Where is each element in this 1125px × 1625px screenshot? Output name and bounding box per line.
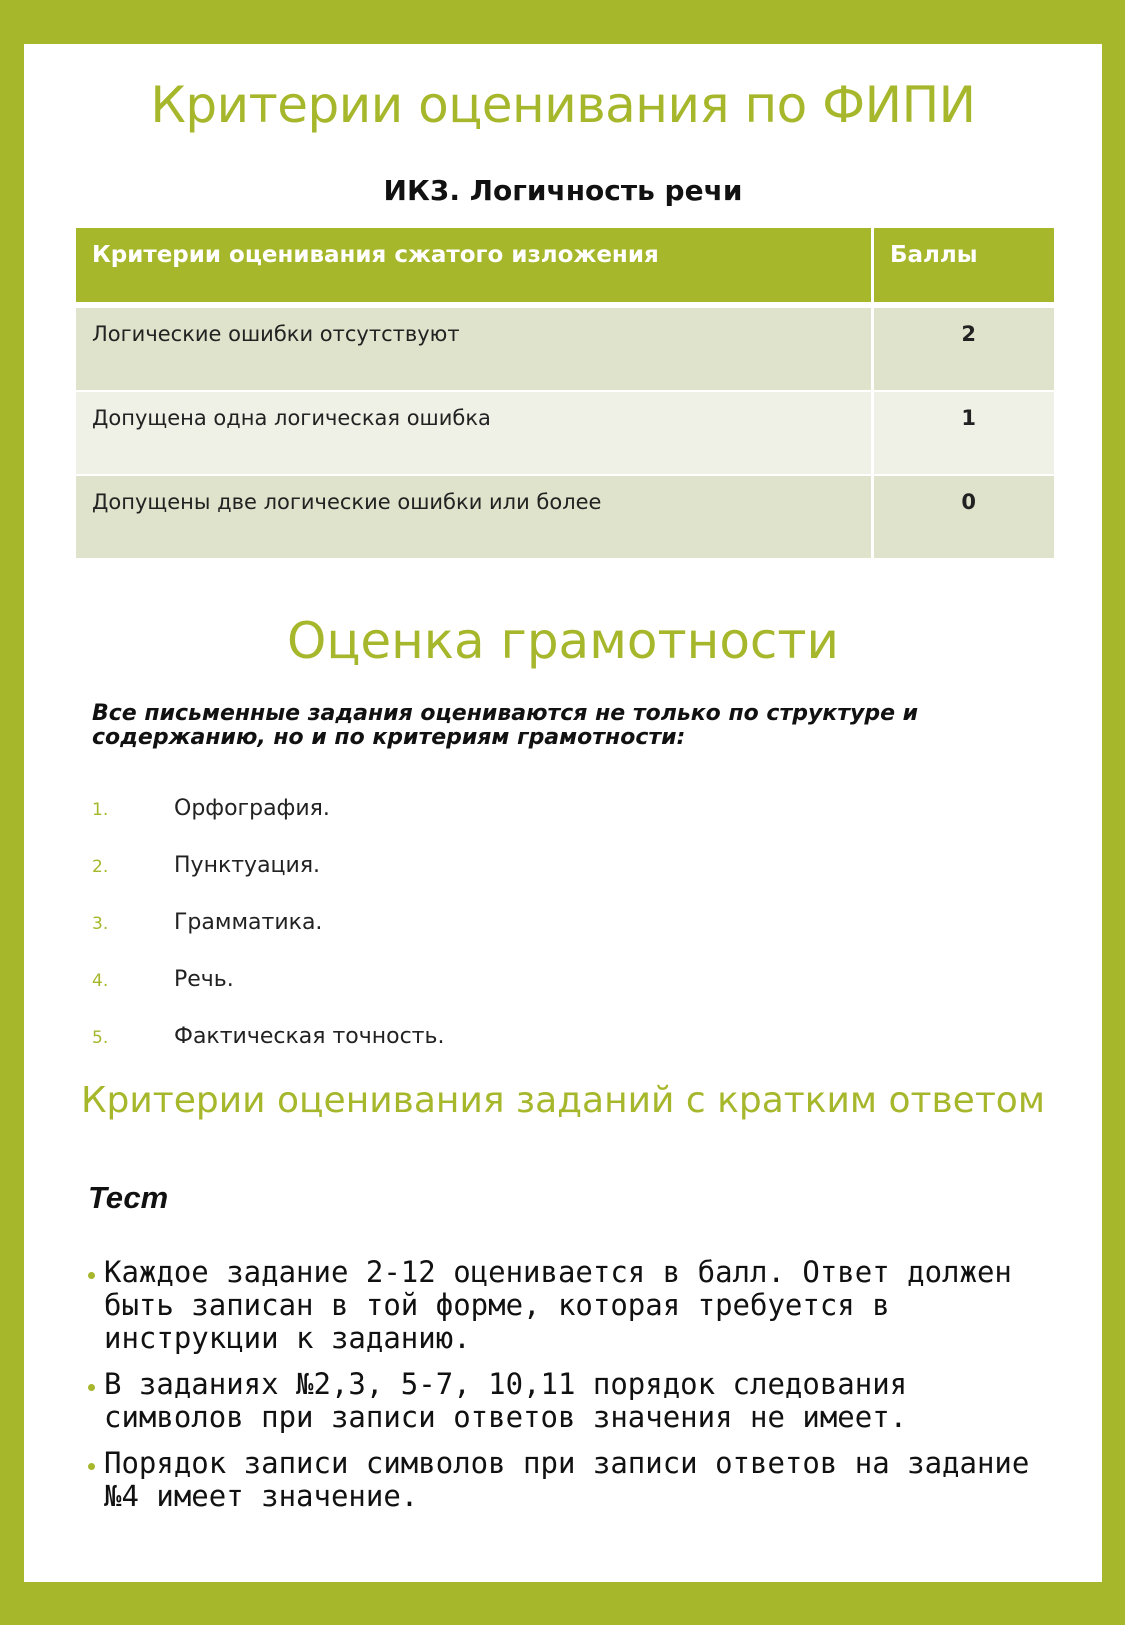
literacy-intro: Все письменные задания оцениваются не только по структуре и содержанию, но и по критериям грамотности: <box>92 701 919 750</box>
bullet-icon <box>88 1384 95 1391</box>
list-item <box>88 1368 1048 1434</box>
section-subtitle: ИК3. Логичность речи <box>383 174 743 207</box>
literacy-heading: Оценка грамотности <box>286 612 840 670</box>
criterion-cell: Допущены две логические ошибки или более <box>76 476 874 560</box>
criterion-cell: Логические ошибки отсутствуют <box>76 308 874 392</box>
short-answer-list <box>88 1256 1048 1526</box>
table-row <box>76 308 1054 392</box>
list-number: 1. <box>92 800 109 820</box>
short-answer-heading: Критерии оценивания заданий с кратким ответом <box>81 1080 1045 1121</box>
bullet-text: Каждое задание 2-12 оценивается в балл. Ответ должен быть записан в той форме, которая требуется в инструкции к заданию. <box>104 1255 1012 1355</box>
header-points: Баллы <box>874 228 1054 308</box>
points-cell: 0 <box>874 476 1054 560</box>
test-label: Тест <box>88 1180 169 1215</box>
points-cell: 2 <box>874 308 1054 392</box>
list-text: Речь. <box>174 967 234 992</box>
criteria-table <box>76 228 1054 560</box>
list-number: 3. <box>92 914 109 934</box>
list-text: Пунктуация. <box>174 853 321 878</box>
bullet-icon <box>88 1272 95 1279</box>
list-item <box>88 1447 1048 1513</box>
bullet-text: В заданиях №2,3, 5-7, 10,11 порядок следования символов при записи ответов значения не имеет. <box>104 1367 908 1434</box>
list-number: 4. <box>92 971 109 991</box>
table-row <box>76 476 1054 560</box>
list-number: 2. <box>92 857 109 877</box>
list-text: Фактическая точность. <box>174 1024 445 1049</box>
bullet-icon <box>88 1463 95 1470</box>
list-text: Грамматика. <box>174 910 323 935</box>
bullet-text: Порядок записи символов при записи ответов на задание №4 имеет значение. <box>104 1446 1030 1513</box>
list-text: Орфография. <box>174 796 330 821</box>
points-cell: 1 <box>874 392 1054 476</box>
table-row <box>76 392 1054 476</box>
table-header-row <box>76 228 1054 308</box>
page-title: Критерии оценивания по ФИПИ <box>150 76 976 134</box>
criterion-cell: Допущена одна логическая ошибка <box>76 392 874 476</box>
list-number: 5. <box>92 1028 109 1048</box>
document-page <box>24 44 1102 1582</box>
header-criteria: Критерии оценивания сжатого изложения <box>76 228 874 308</box>
list-item <box>88 1256 1048 1355</box>
